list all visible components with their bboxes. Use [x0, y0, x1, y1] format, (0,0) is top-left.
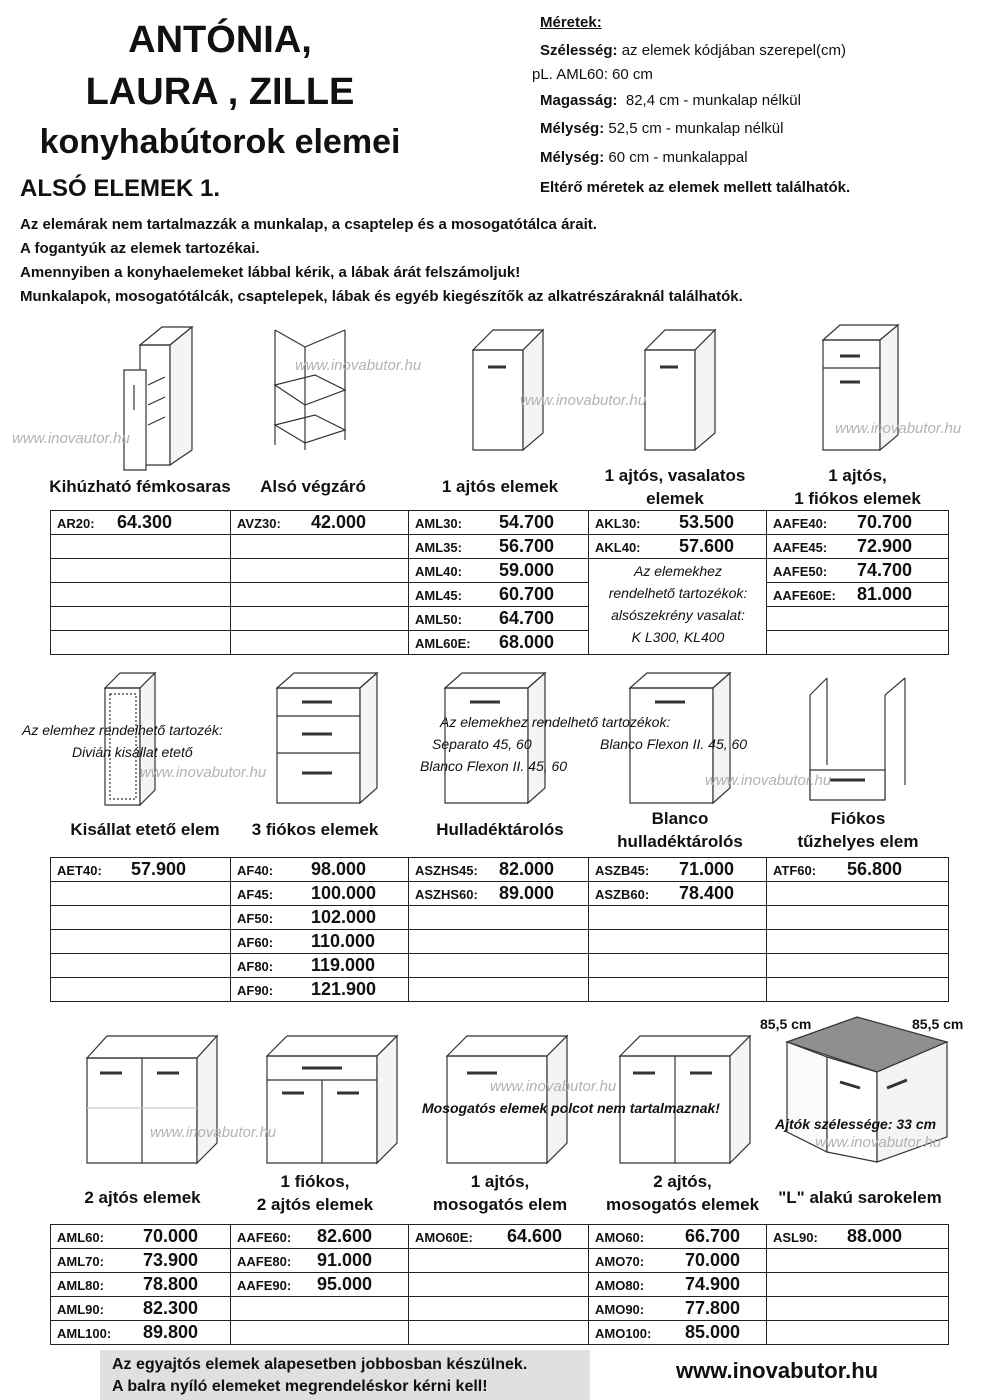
note-blanco: Blanco Flexon II. 45, 60 — [600, 736, 748, 752]
szelesseg-text: az elemek kódjában szerepel(cm) — [621, 42, 846, 59]
price-cell: AAFE45: 72.900 — [767, 535, 949, 559]
price-cell: AMO60: 66.700 — [589, 1225, 767, 1249]
price-table-section-1 — [50, 510, 949, 655]
meretek-heading: Méretek: — [540, 14, 602, 31]
cabinet-illustration-2door — [82, 1028, 222, 1168]
caption-fiokos-tuzhelyes: Fiókos tűzhelyes elem — [797, 809, 919, 851]
price-cell: AAFE40: 70.700 — [767, 511, 949, 535]
melyseg1-text: 52,5 cm - munkalap nélkül — [608, 120, 784, 137]
table-row — [51, 631, 949, 655]
price-cell: AAFE60: 82.600 — [231, 1225, 409, 1249]
note-waste-2: Separato 45, 60 — [432, 736, 532, 752]
title-line-1: ANTÓNIA, — [128, 19, 312, 61]
footer-url[interactable]: www.inovabutor.hu — [676, 1358, 879, 1383]
note-pet-feeder-1: Az elemhez rendelhető tartozék: — [22, 722, 223, 738]
cabinet-illustration-1door-hinged — [640, 325, 725, 455]
melyseg1-label: Mélység: — [540, 120, 605, 137]
price-cell: AML40: 59.000 — [409, 559, 589, 583]
price-cell: AML80: 78.800 — [51, 1273, 231, 1297]
caption-1-fiokos-2-ajtos: 1 fiókos, 2 ajtós elemek — [256, 1172, 374, 1214]
watermark: www.inovautor.hu — [12, 430, 130, 447]
caption-3-fiokos: 3 fiókos elemek — [251, 820, 379, 839]
price-cell: AMO100: 85.000 — [589, 1321, 767, 1345]
meretek-melyseg-1 — [540, 120, 783, 137]
caption-vasalatos: 1 ajtós, vasalatos elemek — [604, 466, 746, 508]
note-waste-1: Az elemekhez rendelhető tartozékok: — [440, 714, 671, 730]
table-row — [51, 906, 949, 930]
price-cell: AR20: 64.300 — [51, 511, 231, 535]
table-row — [51, 1249, 949, 1273]
note-pet-feeder-2: Divián kisállat etető — [72, 744, 193, 760]
price-cell: AET40: 57.900 — [51, 858, 231, 882]
meretek-szelesseg — [540, 42, 846, 59]
meretek-pl: pL. AML60: 60 cm — [532, 66, 653, 83]
price-cell: AML30: 54.700 — [409, 511, 589, 535]
table-row — [51, 1273, 949, 1297]
note-mosogatos: Mosogatós elemek polcot nem tartalmaznak! — [422, 1100, 720, 1116]
price-cell: AML45: 60.700 — [409, 583, 589, 607]
meretek-melyseg-2 — [540, 149, 748, 166]
price-cell: AML35: 56.700 — [409, 535, 589, 559]
cabinet-illustration-pullout — [120, 325, 200, 470]
table-row — [51, 1321, 949, 1345]
price-cell: AKL30: 53.500 — [589, 511, 767, 535]
price-cell: AML100: 89.800 — [51, 1321, 231, 1345]
caption-1-ajtos-1-fiokos: 1 ajtós, 1 fiókos elemek — [794, 466, 921, 508]
watermark: www.inovabutor.hu — [520, 392, 647, 409]
footer-line-2: A balra nyíló elemeket megrendeléskor kérni kell! — [112, 1378, 488, 1395]
table-row — [51, 535, 949, 559]
cabinet-illustration-1door-sink — [442, 1028, 572, 1168]
accessory-note-vasalat: Az elemekhez rendelhető tartozékok: alsószekrény vasalat: K L300, KL400 — [608, 563, 748, 645]
price-cell: AMO60E: 64.600 — [409, 1225, 589, 1249]
table-row — [51, 858, 949, 882]
watermark: www.inovabutor.hu — [490, 1078, 617, 1095]
price-cell: AF80: 119.000 — [231, 954, 409, 978]
dimension-left: 85,5 cm — [760, 1016, 812, 1032]
dimension-right: 85,5 cm — [912, 1016, 964, 1032]
footer-note — [100, 1350, 590, 1400]
watermark: www.inovabutor.hu — [295, 357, 422, 374]
price-cell: ASZHS45: 82.000 — [409, 858, 589, 882]
price-cell: AML90: 82.300 — [51, 1297, 231, 1321]
price-cell: AMO80: 74.900 — [589, 1273, 767, 1297]
note-line: A fogantyúk az elemek tartozékai. — [20, 240, 260, 257]
caption-1-ajtos-mosogatos: 1 ajtós, mosogatós elem — [432, 1172, 568, 1214]
magassag-label: Magasság: — [540, 92, 618, 109]
watermark: www.inovabutor.hu — [815, 1134, 942, 1151]
price-cell: AML70: 73.900 — [51, 1249, 231, 1273]
watermark: www.inovabutor.hu — [140, 764, 267, 781]
price-cell: ASZHS60: 89.000 — [409, 882, 589, 906]
price-cell: AAFE90: 95.000 — [231, 1273, 409, 1297]
table-row — [51, 978, 949, 1002]
price-cell: AKL40: 57.600 — [589, 535, 767, 559]
table-row — [51, 583, 949, 607]
table-row — [51, 1297, 949, 1321]
note-ajtok-szelessege: Ajtók szélessége: 33 cm — [775, 1116, 937, 1132]
melyseg2-label: Mélység: — [540, 149, 605, 166]
note-waste-3: Blanco Flexon II. 45, 60 — [420, 758, 568, 774]
note-line: Munkalapok, mosogatótálcák, csaptelepek, lábak és egyéb kiegészítők az alkatrészáraknál találhatók. — [20, 288, 743, 305]
price-cell: AVZ30: 42.000 — [231, 511, 409, 535]
caption-2-ajtos-mosogatos: 2 ajtós, mosogatós elemek — [605, 1172, 760, 1214]
title-line-2: LAURA , ZILLE — [85, 71, 355, 113]
table-row — [51, 559, 949, 583]
table-row — [51, 1225, 949, 1249]
table-row — [51, 930, 949, 954]
price-cell: AF60: 110.000 — [231, 930, 409, 954]
notes-block — [20, 213, 743, 309]
footer-line-1: Az egyajtós elemek alapesetben jobbosban készülnek. — [112, 1356, 528, 1373]
cabinet-illustration-end — [265, 325, 355, 455]
cabinet-illustration-pet-feeder — [100, 670, 160, 810]
meretek-magassag — [540, 92, 801, 109]
price-cell: AF50: 102.000 — [231, 906, 409, 930]
price-cell: ASZB60: 78.400 — [589, 882, 767, 906]
price-cell: AMO90: 77.800 — [589, 1297, 767, 1321]
price-cell: AML50: 64.700 — [409, 607, 589, 631]
price-cell: ATF60: 56.800 — [767, 858, 949, 882]
table-row — [51, 511, 949, 535]
cabinet-illustration-1drawer-2door — [262, 1028, 402, 1168]
price-table-section-3 — [50, 1224, 949, 1345]
caption-blanco: Blanco hulladéktárolós — [617, 809, 743, 851]
caption-2-ajtos: 2 ajtós elemek — [84, 1188, 201, 1207]
watermark: www.inovabutor.hu — [150, 1124, 277, 1141]
table-row — [51, 607, 949, 631]
title-line-3: konyhabútorok elemei — [39, 123, 401, 161]
price-cell: AML60E: 68.000 — [409, 631, 589, 655]
note-line: Amennyiben a konyhaelemeket lábbal kérik, a lábak árát felszámoljuk! — [20, 264, 521, 281]
price-cell: AMO70: 70.000 — [589, 1249, 767, 1273]
price-table-section-2 — [50, 857, 949, 1002]
subtitle: ALSÓ ELEMEK 1. — [20, 175, 221, 202]
price-cell: ASZB45: 71.000 — [589, 858, 767, 882]
price-cell: AAFE60E: 81.000 — [767, 583, 949, 607]
cabinet-illustration-2door-sink — [615, 1028, 755, 1168]
price-cell: ASL90: 88.000 — [767, 1225, 949, 1249]
table-row — [51, 954, 949, 978]
cabinet-illustration-3-drawer — [272, 668, 382, 808]
caption-kisallat: Kisállat etető elem — [70, 820, 220, 839]
price-cell: AF40: 98.000 — [231, 858, 409, 882]
magassag-text: 82,4 cm - munkalap nélkül — [625, 92, 801, 109]
table-row — [51, 882, 949, 906]
note-line: Az elemárak nem tartalmazzák a munkalap, a csaptelep és a mosogatótálca árait. — [20, 216, 597, 233]
price-cell: AAFE80: 91.000 — [231, 1249, 409, 1273]
caption-hulladektarolos: Hulladéktárolós — [436, 820, 564, 839]
caption-l-sarokelem: "L" alakú sarokelem — [778, 1188, 942, 1207]
price-cell: AAFE50: 74.700 — [767, 559, 949, 583]
price-cell: AF90: 121.900 — [231, 978, 409, 1002]
melyseg2-text: 60 cm - munkalappal — [608, 149, 748, 166]
watermark: www.inovabutor.hu — [835, 420, 962, 437]
watermark: www.inovabutor.hu — [705, 772, 832, 789]
caption-kihuzhato: Kihúzható fémkosaras — [49, 477, 231, 496]
cabinet-illustration-1door — [468, 325, 553, 455]
caption-1-ajtos: 1 ajtós elemek — [441, 477, 559, 496]
caption-also-vegzaro: Alsó végzáró — [260, 477, 366, 496]
price-cell: AF45: 100.000 — [231, 882, 409, 906]
szelesseg-label: Szélesség: — [540, 42, 618, 59]
price-cell: AML60: 70.000 — [51, 1225, 231, 1249]
meretek-eltero: Eltérő méretek az elemek mellett találhatók. — [540, 179, 851, 196]
